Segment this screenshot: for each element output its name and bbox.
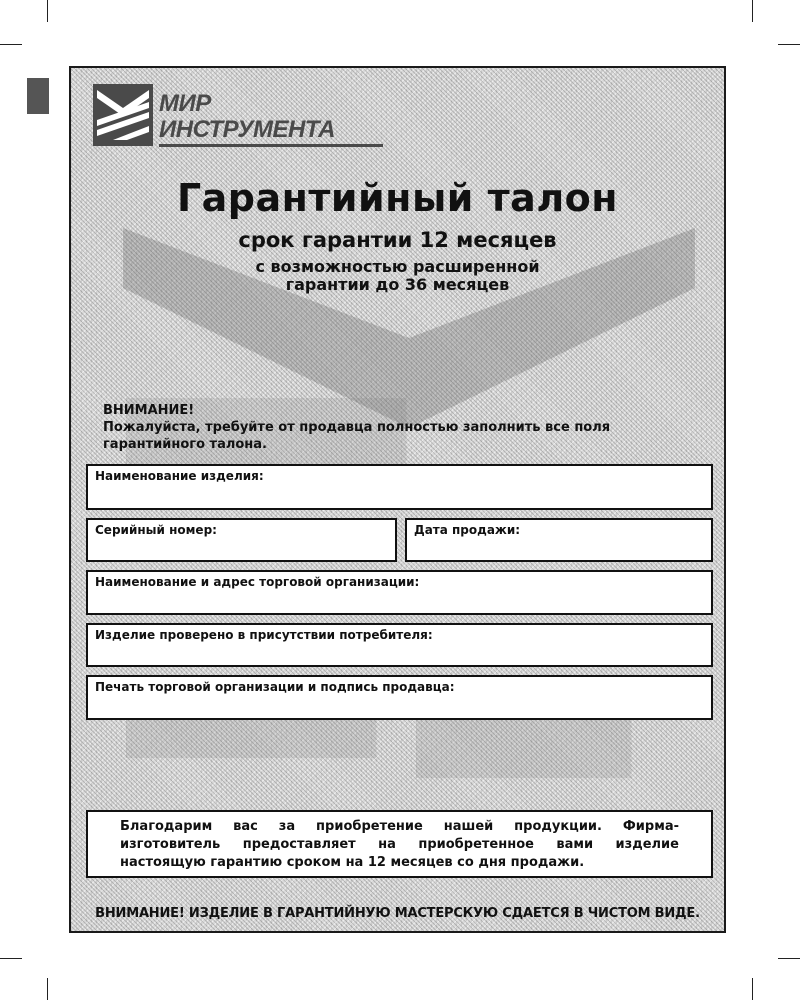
crop-mark (752, 978, 753, 1000)
logo-text-line2: ИНСТРУМЕНТА (159, 116, 335, 143)
sale-date-label: Дата продажи: (414, 523, 521, 537)
product-name-field[interactable] (86, 464, 713, 510)
crop-mark (778, 44, 800, 45)
stamp-signature-field[interactable] (86, 675, 713, 720)
seller-label: Наименование и адрес торговой организации: (95, 575, 420, 589)
footer-notice: ВНИМАНИЕ! ИЗДЕЛИЕ В ГАРАНТИЙНУЮ МАСТЕРСКУЮ СДАЕТСЯ В ЧИСТОМ ВИДЕ. (95, 906, 700, 921)
sale-date-field[interactable] (405, 518, 713, 562)
warranty-card (69, 66, 726, 933)
attention-text: Пожалуйста, требуйте от продавца полностью заполнить все поля гарантийного талона. (103, 420, 611, 452)
background-pattern (416, 718, 631, 778)
attention-heading: ВНИМАНИЕ! (103, 403, 195, 418)
crop-mark (778, 958, 800, 959)
extended-warranty-line1: с возможностью расширенной (255, 257, 540, 276)
checked-label: Изделие проверено в присутствии потребителя: (95, 628, 433, 642)
page-title: Гарантийный талон (176, 176, 619, 220)
warranty-period: срок гарантии 12 месяцев (238, 228, 557, 252)
extended-warranty-line2: гарантии до 36 месяцев (285, 275, 510, 294)
attention-notice (103, 402, 663, 453)
logo-underline (159, 144, 383, 147)
logo-text-line1: МИР (159, 90, 211, 117)
crop-mark (752, 0, 753, 22)
print-registration-mark (27, 78, 49, 114)
serial-number-label: Серийный номер: (95, 523, 217, 537)
crop-mark (0, 958, 22, 959)
serial-number-field[interactable] (86, 518, 397, 562)
brand-logo (93, 84, 393, 150)
logo-mark-icon (93, 84, 153, 146)
seller-field[interactable] (86, 570, 713, 615)
thank-you-box: Благодарим вас за приобретение нашей продукции. Фирма-изготовитель предоставляет на приобретенное вами изделие настоящую гарантию сроком на 12 месяцев со дня продажи. (86, 810, 713, 878)
product-name-label: Наименование изделия: (95, 469, 264, 483)
background-pattern (126, 718, 376, 758)
stamp-signature-label: Печать торговой организации и подпись продавца: (95, 680, 455, 694)
crop-mark (47, 0, 48, 22)
checked-field[interactable] (86, 623, 713, 667)
crop-mark (47, 978, 48, 1000)
crop-mark (0, 44, 22, 45)
